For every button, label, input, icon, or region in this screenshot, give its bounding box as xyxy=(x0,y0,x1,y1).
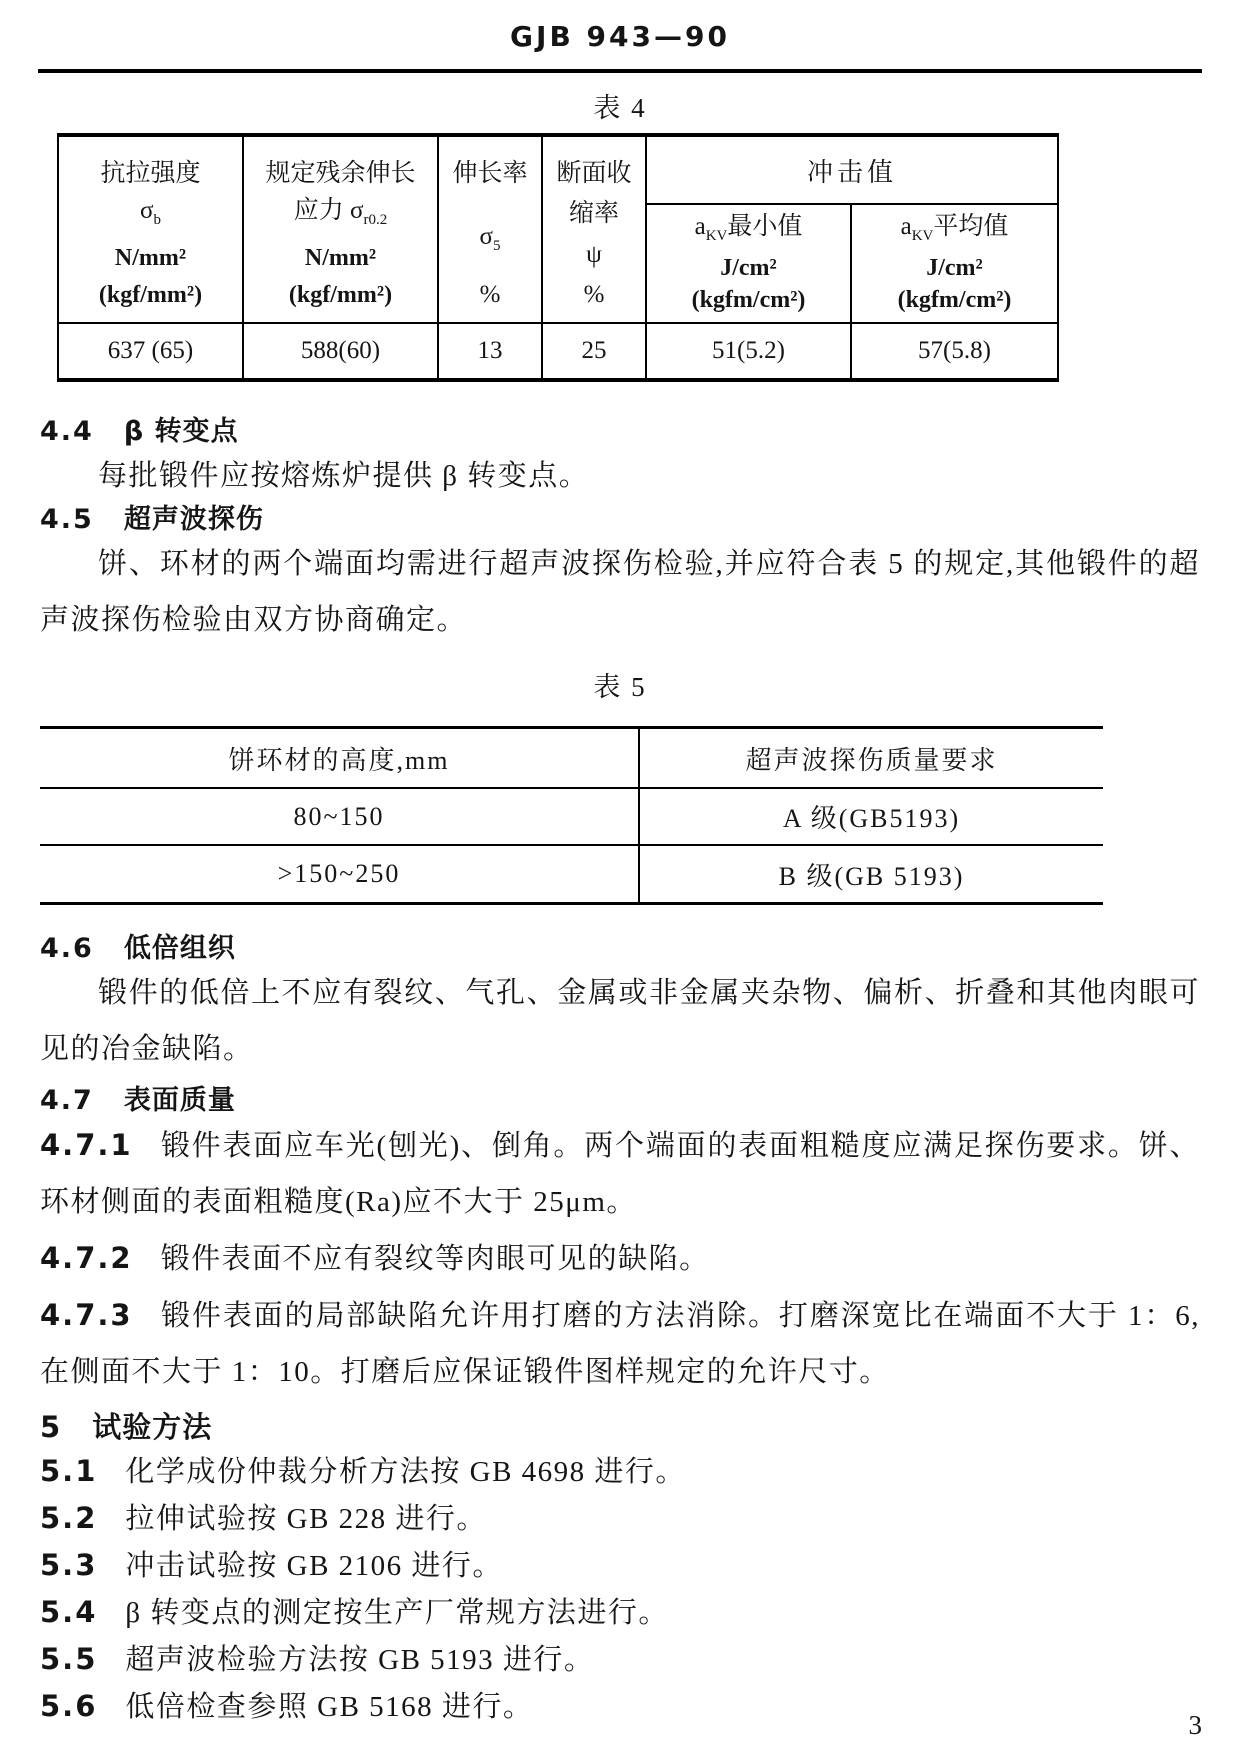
table-4-header-impact-min xyxy=(647,205,852,322)
header-symbol: $a_{KV}$最小值 xyxy=(694,213,803,244)
table-4-cell-impact-min: 51(5.2) xyxy=(647,322,852,378)
section-4-7-3 xyxy=(40,1287,1200,1400)
section-title: 超声波探伤 xyxy=(123,504,264,535)
header-unit-alt: (kgfm/cm²) xyxy=(691,287,806,313)
header-line: 缩率 xyxy=(568,200,619,228)
table-5 xyxy=(40,726,1103,905)
section-number: 4.7 xyxy=(40,1085,94,1116)
section-4-7-1 xyxy=(40,1117,1200,1230)
table-5-row-grade: A 级(GB5193) xyxy=(640,787,1103,844)
table-5-row-height: >150~250 xyxy=(40,844,640,902)
section-number: 5 xyxy=(40,1410,63,1444)
section-4-5-heading xyxy=(40,504,1240,536)
section-number: 5.6 xyxy=(40,1689,98,1723)
section-body-text: 锻件表面应车光(刨光)、倒角。两个端面的表面粗糙度应满足探伤要求。饼、环材侧面的表面粗糙度(Ra)应不大于 25μm。 xyxy=(40,1130,1200,1218)
section-number: 4.7.3 xyxy=(40,1298,133,1332)
section-number: 5.1 xyxy=(40,1454,98,1488)
section-4-5-body: 饼、环材的两个端面均需进行超声波探伤检验,并应符合表 5 的规定,其他锻件的超声波探伤检验由双方协商确定。 xyxy=(40,548,1200,636)
section-number: 4.5 xyxy=(40,504,94,535)
doc-number: GJB 943—90 xyxy=(510,20,730,53)
section-number: 4.7.1 xyxy=(40,1128,133,1162)
section-number: 4.7.2 xyxy=(40,1241,133,1275)
section-number: 4.6 xyxy=(40,933,94,964)
table-4-cell-elongation: 13 xyxy=(439,322,543,378)
section-body-text: 拉伸试验按 GB 228 进行。 xyxy=(125,1503,487,1535)
table-4 xyxy=(57,133,1059,382)
section-5-3 xyxy=(40,1542,1200,1589)
section-number: 5.3 xyxy=(40,1548,98,1582)
table-4-cell-residual: 588(60) xyxy=(244,322,439,378)
header-unit: N/mm² xyxy=(304,244,377,271)
page-number: 3 xyxy=(1188,1710,1202,1740)
header-line: 断面收 xyxy=(556,160,632,187)
header-symbol: $\sigma_5$ xyxy=(479,223,501,255)
section-4-7-2 xyxy=(40,1230,1200,1287)
section-5-4 xyxy=(40,1589,1200,1636)
section-body-text: 化学成份仲裁分析方法按 GB 4698 进行。 xyxy=(125,1456,686,1488)
section-5-2 xyxy=(40,1495,1200,1542)
section-title: 表面质量 xyxy=(123,1085,236,1116)
table-4-cell-reduction: 25 xyxy=(543,322,647,378)
section-body-text: 超声波检验方法按 GB 5193 进行。 xyxy=(125,1644,595,1676)
section-5-heading xyxy=(40,1410,1240,1444)
section-5-5 xyxy=(40,1636,1200,1683)
header-line: 伸长率 xyxy=(452,160,528,187)
section-body-text: 冲击试验按 GB 2106 进行。 xyxy=(125,1550,503,1582)
header-symbol: ψ xyxy=(586,240,602,268)
section-body-text: 锻件表面的局部缺陷允许用打磨的方法消除。打磨深宽比在端面不大于 1：6,在侧面不大于 1：10。打磨后应保证锻件图样规定的允许尺寸。 xyxy=(40,1300,1200,1388)
section-number: 5.2 xyxy=(40,1501,98,1535)
section-4-4-heading xyxy=(40,416,1240,448)
table-4-header-impact-group: 冲击值 xyxy=(647,137,1057,205)
table-4-header-reduction xyxy=(543,137,647,322)
header-line: 抗拉强度 xyxy=(100,160,201,187)
table-4-title: 表 4 xyxy=(593,93,647,123)
header-unit: J/cm² xyxy=(720,255,777,281)
header-rule xyxy=(38,69,1202,73)
section-number: 5.4 xyxy=(40,1595,98,1629)
header-symbol: 应力 $\sigma_{r0.2}$ xyxy=(293,197,388,229)
header-symbol: $a_{KV}$平均值 xyxy=(900,213,1009,244)
table-4-header-elongation xyxy=(439,137,543,322)
section-4-4-body: 每批锻件应按熔炼炉提供 β 转变点。 xyxy=(98,460,590,492)
table-5-title: 表 5 xyxy=(593,672,647,702)
header-unit: % xyxy=(583,280,605,308)
header-symbol: $\sigma_b$ xyxy=(140,197,161,229)
section-4-6-body: 锻件的低倍上不应有裂纹、气孔、金属或非金属夹杂物、偏析、折叠和其他肉眼可见的冶金缺陷。 xyxy=(40,977,1200,1065)
table-4-header-tensile xyxy=(59,137,244,322)
header-line: 规定残余伸长 xyxy=(265,160,416,187)
table-5-row-grade: B 级(GB 5193) xyxy=(640,844,1103,902)
section-body-text: 锻件表面不应有裂纹等肉眼可见的缺陷。 xyxy=(160,1243,710,1275)
section-body-text: β 转变点的测定按生产厂常规方法进行。 xyxy=(125,1597,669,1629)
table-4-cell-impact-avg: 57(5.8) xyxy=(852,322,1057,378)
header-unit: J/cm² xyxy=(926,255,983,281)
section-4-6-heading xyxy=(40,933,1240,965)
header-unit-alt: (kgf/mm²) xyxy=(288,281,393,308)
section-title: β 转变点 xyxy=(123,416,239,447)
section-title: 试验方法 xyxy=(92,1410,213,1444)
header-unit-alt: (kgfm/cm²) xyxy=(897,287,1012,313)
table-4-cell-tensile: 637 (65) xyxy=(59,322,244,378)
header-unit-alt: (kgf/mm²) xyxy=(98,281,203,308)
section-title: 低倍组织 xyxy=(123,933,236,964)
header-unit: N/mm² xyxy=(114,244,187,271)
section-body-text: 低倍检查参照 GB 5168 进行。 xyxy=(125,1691,534,1723)
section-5-6 xyxy=(40,1683,1200,1730)
section-5-1 xyxy=(40,1448,1200,1495)
table-4-header-impact-avg xyxy=(852,205,1057,322)
table-5-header-requirement: 超声波探伤质量要求 xyxy=(745,745,998,775)
section-4-7-heading xyxy=(40,1085,1240,1117)
table-4-header-residual xyxy=(244,137,439,322)
header-unit: % xyxy=(479,280,501,308)
section-number: 4.4 xyxy=(40,416,94,447)
table-5-row-height: 80~150 xyxy=(40,787,640,844)
table-5-header-height: 饼环材的高度,mm xyxy=(40,729,640,787)
section-number: 5.5 xyxy=(40,1642,98,1676)
